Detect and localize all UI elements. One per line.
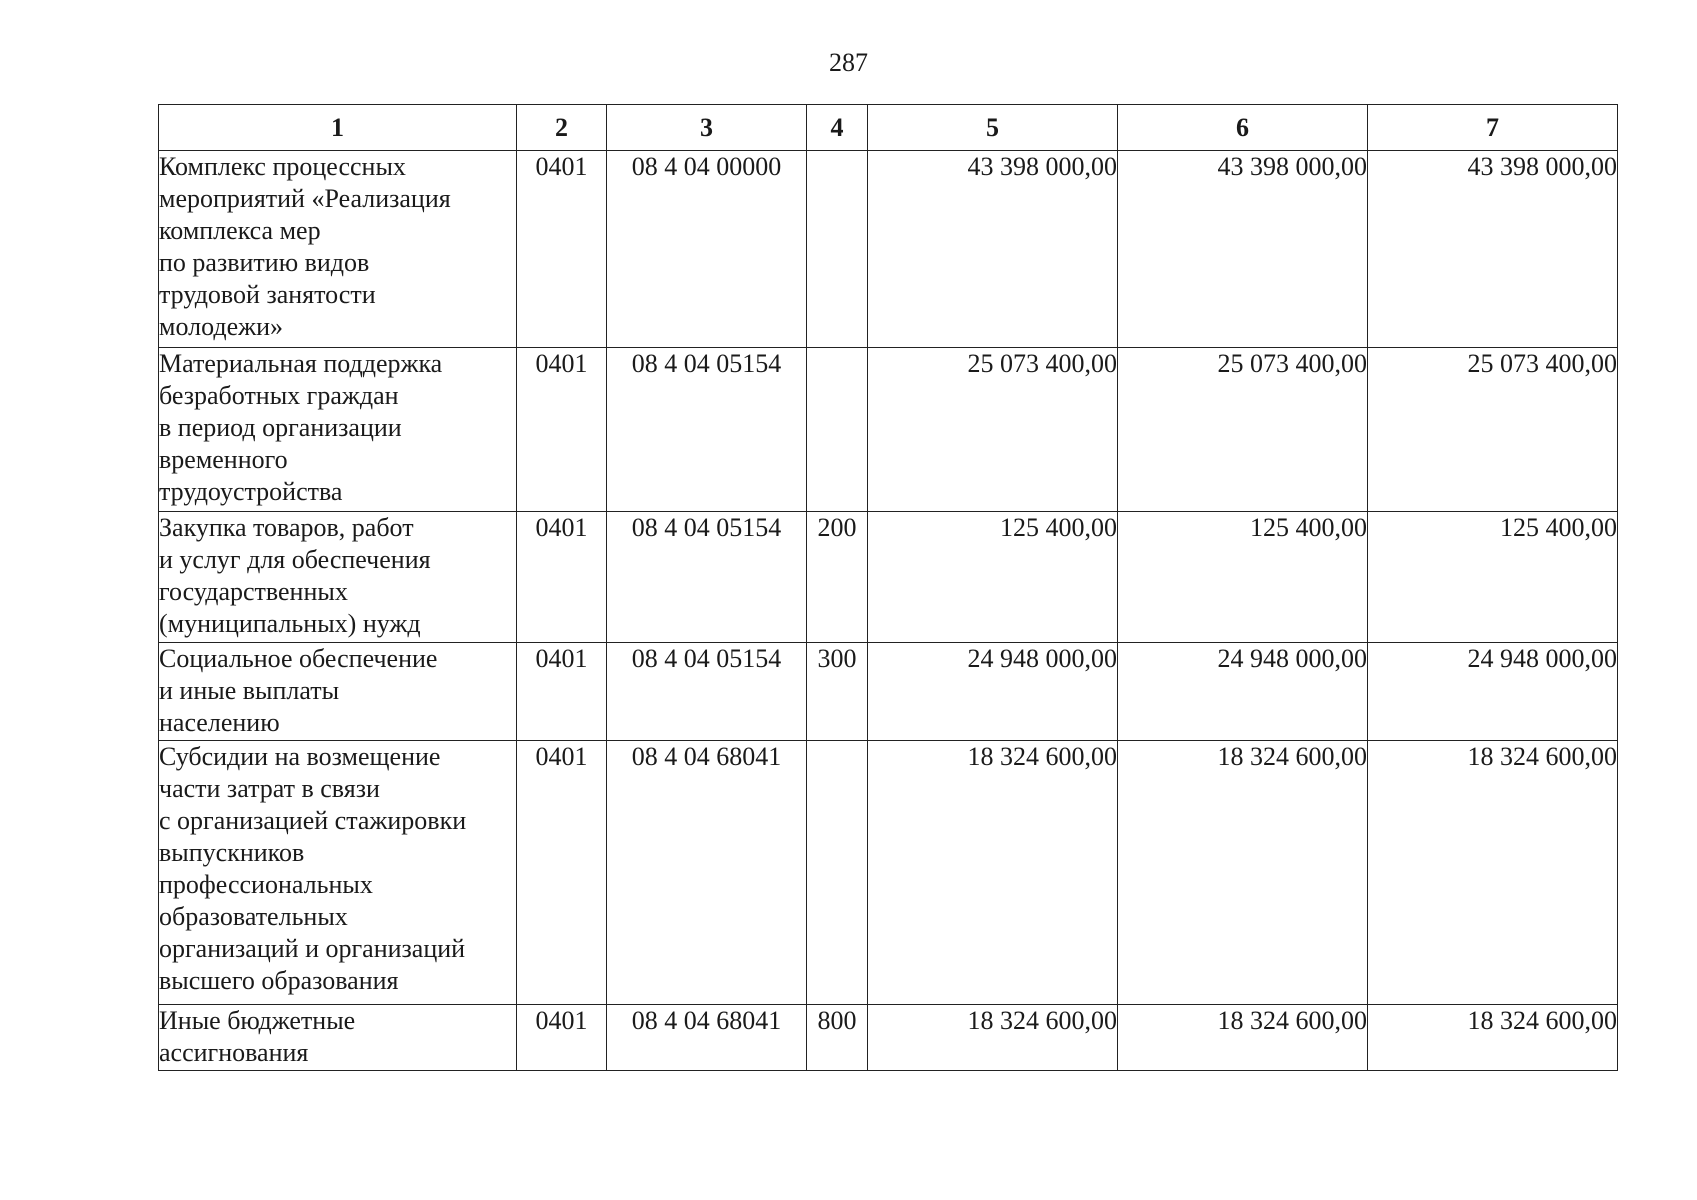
section-code-cell: 0401 — [517, 741, 607, 1005]
section-code-cell: 0401 — [517, 348, 607, 512]
expense-type-cell: 300 — [807, 643, 868, 741]
amount-year1-cell: 25 073 400,00 — [868, 348, 1118, 512]
table-row — [159, 741, 1618, 1005]
amount-year2-cell: 24 948 000,00 — [1118, 643, 1368, 741]
table-row — [159, 348, 1618, 512]
column-header: 5 — [868, 105, 1118, 151]
amount-year1-cell: 43 398 000,00 — [868, 151, 1118, 348]
row-name-cell: Субсидии на возмещение части затрат в связи с организацией стажировки выпускников профессиональных образовательных организаций и организаций высшего образования — [159, 741, 517, 1005]
target-article-cell: 08 4 04 05154 — [607, 348, 807, 512]
amount-year3-cell: 125 400,00 — [1368, 512, 1618, 643]
amount-year1-cell: 125 400,00 — [868, 512, 1118, 643]
budget-table — [158, 104, 1618, 1071]
row-name-cell: Закупка товаров, работ и услуг для обеспечения государственных (муниципальных) нужд — [159, 512, 517, 643]
expense-type-cell — [807, 348, 868, 512]
section-code-cell: 0401 — [517, 512, 607, 643]
section-code-cell: 0401 — [517, 151, 607, 348]
table-row — [159, 151, 1618, 348]
row-name-cell: Социальное обеспечение и иные выплаты населению — [159, 643, 517, 741]
page-number: 287 — [829, 48, 868, 77]
amount-year3-cell: 18 324 600,00 — [1368, 741, 1618, 1005]
target-article-cell: 08 4 04 00000 — [607, 151, 807, 348]
amount-year1-cell: 18 324 600,00 — [868, 741, 1118, 1005]
table-row — [159, 643, 1618, 741]
expense-type-cell — [807, 151, 868, 348]
target-article-cell: 08 4 04 05154 — [607, 512, 807, 643]
target-article-cell: 08 4 04 68041 — [607, 1005, 807, 1071]
table-row — [159, 1005, 1618, 1071]
section-code-cell: 0401 — [517, 643, 607, 741]
amount-year2-cell: 25 073 400,00 — [1118, 348, 1368, 512]
amount-year1-cell: 24 948 000,00 — [868, 643, 1118, 741]
amount-year1-cell: 18 324 600,00 — [868, 1005, 1118, 1071]
amount-year3-cell: 18 324 600,00 — [1368, 1005, 1618, 1071]
amount-year3-cell: 24 948 000,00 — [1368, 643, 1618, 741]
column-header: 1 — [159, 105, 517, 151]
expense-type-cell: 800 — [807, 1005, 868, 1071]
target-article-cell: 08 4 04 05154 — [607, 643, 807, 741]
column-header: 2 — [517, 105, 607, 151]
amount-year2-cell: 125 400,00 — [1118, 512, 1368, 643]
row-name-cell: Материальная поддержка безработных граждан в период организации временного трудоустройства — [159, 348, 517, 512]
expense-type-cell: 200 — [807, 512, 868, 643]
target-article-cell: 08 4 04 68041 — [607, 741, 807, 1005]
column-header: 7 — [1368, 105, 1618, 151]
amount-year3-cell: 25 073 400,00 — [1368, 348, 1618, 512]
amount-year2-cell: 18 324 600,00 — [1118, 1005, 1368, 1071]
amount-year3-cell: 43 398 000,00 — [1368, 151, 1618, 348]
column-header: 3 — [607, 105, 807, 151]
section-code-cell: 0401 — [517, 1005, 607, 1071]
header-row — [159, 105, 1618, 151]
column-header: 4 — [807, 105, 868, 151]
row-name-cell: Комплекс процессных мероприятий «Реализация комплекса мер по развитию видов трудовой занятости молодежи» — [159, 151, 517, 348]
amount-year2-cell: 18 324 600,00 — [1118, 741, 1368, 1005]
column-header: 6 — [1118, 105, 1368, 151]
amount-year2-cell: 43 398 000,00 — [1118, 151, 1368, 348]
expense-type-cell — [807, 741, 868, 1005]
table-row — [159, 512, 1618, 643]
row-name-cell: Иные бюджетные ассигнования — [159, 1005, 517, 1071]
